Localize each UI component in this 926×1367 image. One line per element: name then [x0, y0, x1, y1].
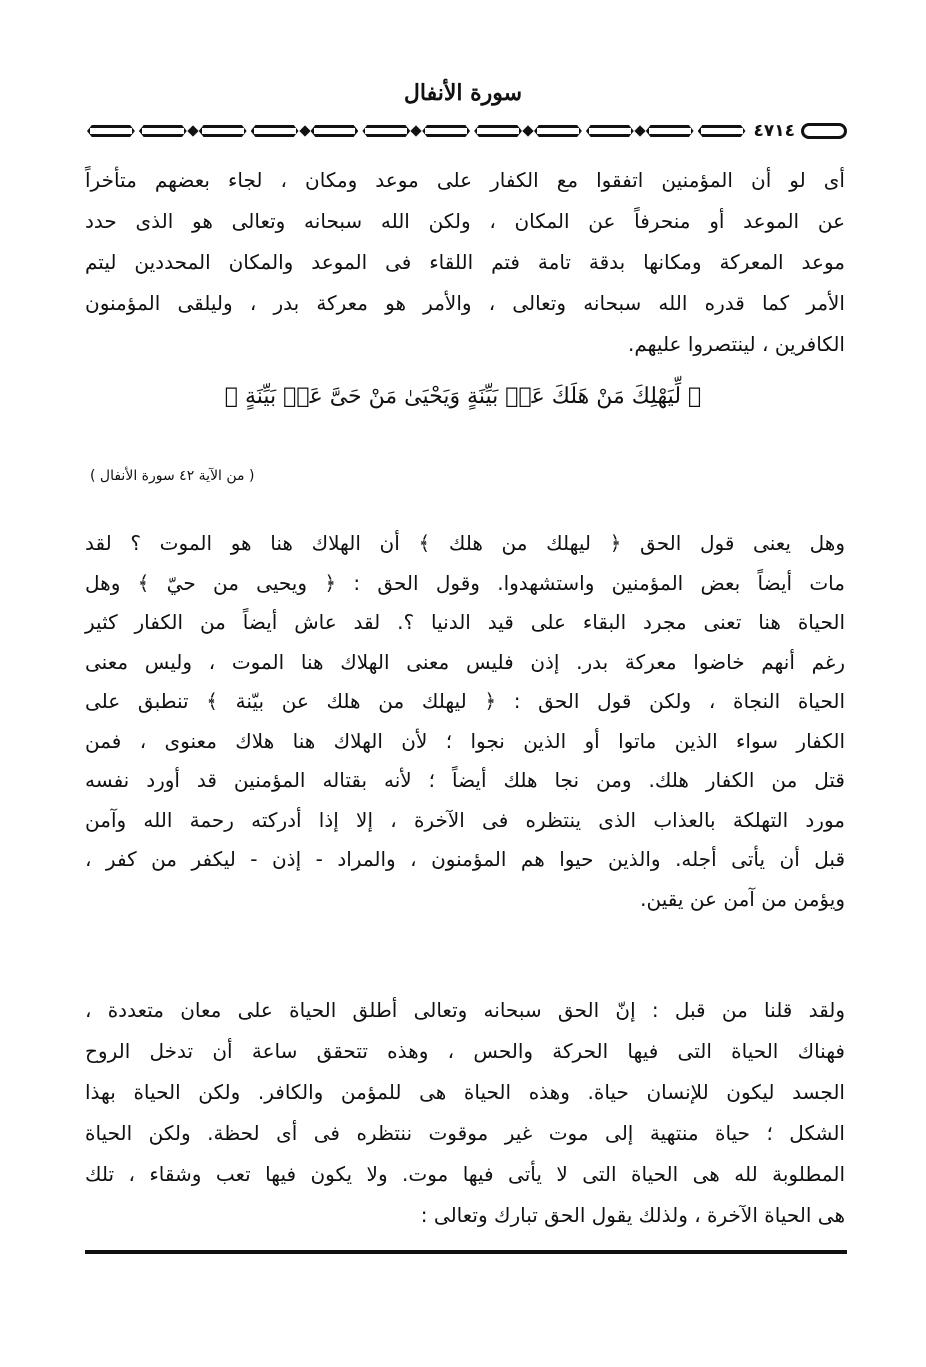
- paragraph-1: [85, 160, 845, 365]
- text-line: رغم أنهم خاضوا معركة بدر. إذن فليس معنى الهلاك هنا الموت ، وليس معنى: [85, 649, 845, 674]
- text-line: الكفار سواء الذين ماتوا أو الذين نجوا ؛ لأن الهلاك هنا هلاك معنوى ، فمن: [85, 728, 845, 753]
- text-line: أى لو أن المؤمنين اتفقوا مع الكفار على موعد ومكان ، لجاء بعضهم متأخراً: [85, 168, 845, 192]
- paragraph-3: [85, 990, 845, 1236]
- text-line: وهل يعنى قول الحق ﴿ ليهلك من هلك ﴾ أن الهلاك هنا هو الموت ؟ لقد: [85, 531, 845, 555]
- text-line: الحياة النجاة ، ولكن قول الحق : ﴿ ليهلك من هلك عن بيّنة ﴾ تنطبق على: [85, 689, 845, 713]
- text-line: فهناك الحياة التى فيها الحركة والحس ، وهذه تتحقق ساعة أن تدخل الروح: [85, 1039, 845, 1063]
- ornament-chain: [85, 120, 747, 142]
- quran-verse: ﴿ لِّيَهْلِكَ مَنْ هَلَكَ عَنۢ بَيِّنَةٍ وَيَحْيَىٰ مَنْ حَىَّ عَنۢ بَيِّنَةٍ ﴾: [224, 384, 702, 409]
- text-line: هى الحياة الآخرة ، ولذلك يقول الحق تبارك وتعالى :: [420, 1203, 845, 1227]
- text-line: ولقد قلنا من قبل : إنّ الحق سبحانه وتعالى أطلق الحياة على معان متعددة ،: [85, 998, 845, 1022]
- text-line: عن الموعد أو منحرفاً عن المكان ، ولكن الله سبحانه وتعالى هو الذى حدد: [85, 209, 845, 233]
- paragraph-2: [85, 524, 845, 924]
- text-line: الكافرين ، لينتصروا عليهم.: [628, 332, 845, 356]
- text-line: قبل أن يأتى أجله. والذين حيوا هم المؤمنون ، والمراد - إذن - ليكفر من كفر ،: [85, 847, 845, 871]
- text-line: الجسد ليكون للإنسان حياة. وهذه الحياة هى للمؤمن والكافر. ولكن الحياة بهذا: [85, 1080, 845, 1104]
- text-line: الشكل ؛ حياة منتهية إلى موت غير موقوت ننتظره فى أى لحظة. ولكن الحياة: [85, 1121, 845, 1145]
- footer-rule: [85, 1250, 847, 1254]
- text-line: المطلوبة لله هى الحياة التى لا يأتى فيها موت. ولا يكون فيها تعب وشقاء ، تلك: [85, 1162, 845, 1186]
- text-line: ويؤمن من آمن عن يقين.: [640, 886, 845, 911]
- text-line: مات أيضاً بعض المؤمنين واستشهدوا. وقول الحق : ﴿ ويحيى من حيّ ﴾ وهل: [85, 570, 845, 595]
- text-line: قتل من الكفار هلك. ومن نجا هلك أيضاً ؛ لأنه بقتاله المؤمنين قد أورد نفسه: [85, 768, 845, 792]
- surah-title: سورة الأنفال: [403, 80, 523, 106]
- ornament-end: [801, 123, 847, 139]
- text-line: الحياة هنا تعنى مجرد البقاء على قيد الدنيا ؟. لقد عاش أيضاً من الكفار كثير: [85, 610, 845, 634]
- text-line: مورد التهلكة بالعذاب الذى ينتظره فى الآخرة ، إلا إذا أدركته رحمة الله وآمن: [85, 807, 845, 832]
- text-line: موعد المعركة ومكانها بدقة تامة فتم اللقاء فى الموعد والمكان المحددين ليتم: [85, 250, 845, 274]
- text-line: الأمر كما قدره الله سبحانه وتعالى ، والأمر هو معركة بدر ، وليلقى المؤمنون: [85, 291, 845, 315]
- ornamental-header-band: [85, 120, 847, 142]
- page-number: ٤٧١٤: [753, 121, 795, 141]
- verse-citation: ( من الآية ٤٢ سورة الأنفال ): [90, 468, 255, 484]
